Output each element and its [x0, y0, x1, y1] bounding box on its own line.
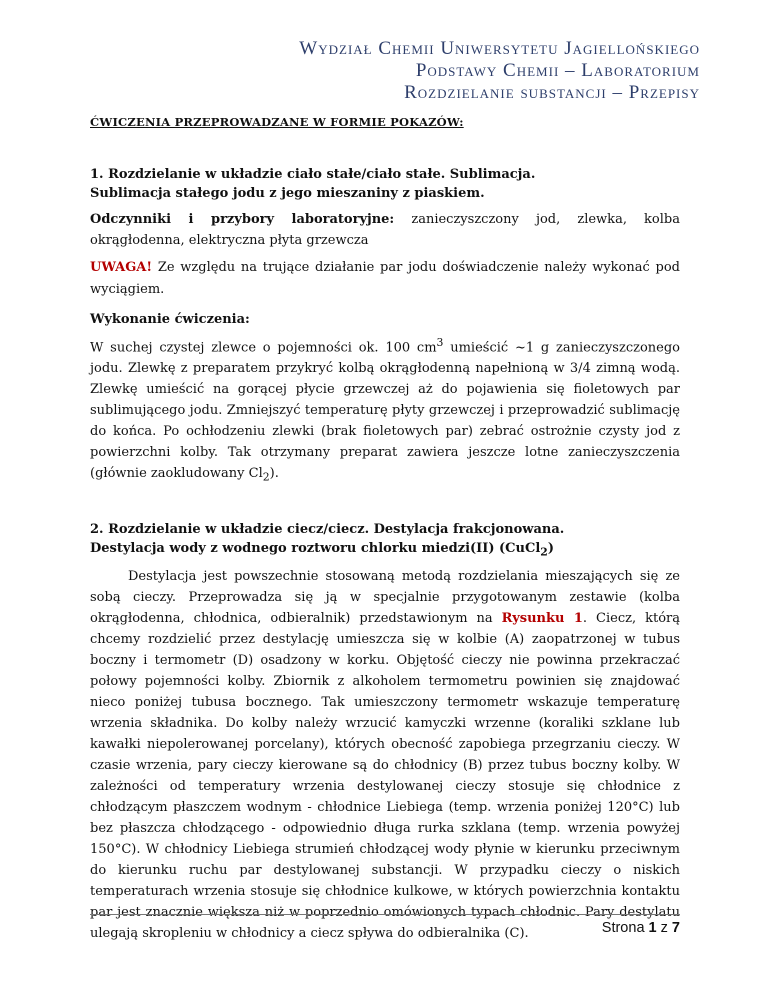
header-faculty: Wydział Chemii Uniwersytetu Jagiellońskiego [299, 38, 700, 59]
header-topic: Rozdzielanie substancji – Przepisy [404, 82, 700, 103]
warning-label: UWAGA! [90, 260, 153, 275]
execution-text-2: umieścić ~1 g zanieczyszczonego jodu. Zlewkę z preparatem przykryć kolbą okrągłodenną napełnioną w 3/4 zimną wodą. Zlewkę umieścić na gorącej płycie grzewczej aż do pojawienia się fioletowych par sublimującego jodu. Zmniejszyć temperaturę płyty grzewczej i przeprowadzić sublimację do końca. Po ochłodzeniu zlewki (brak fioletowych par) zebrać ostrożnie czysty jod z powierzchni kolby. Tak otrzymany preparat zawiera jeszcze lotne zanieczyszczenia (głównie zaokludowany Cl [90, 340, 680, 482]
distillation-paragraph [90, 566, 680, 944]
footer-divider [90, 914, 680, 915]
exercises-title: ĆWICZENIA PRZEPROWADZANE W FORMIE POKAZÓW: [90, 115, 464, 129]
reagents-text: zanieczyszczony jod, zlewka, kolba okrągłodenna, elektryczna płyta grzewcza [90, 212, 680, 248]
execution-paragraph [90, 332, 680, 488]
execution-superscript: 3 [436, 336, 444, 349]
page-header [299, 38, 700, 104]
execution-subscript: 2 [262, 470, 270, 484]
section-2-title-subscript: 2 [540, 545, 548, 559]
execution-label: Wykonanie ćwiczenia: [90, 312, 250, 327]
reagents-paragraph [90, 209, 680, 251]
section-2 [90, 520, 680, 944]
distillation-text-2: . Ciecz, którą chcemy rozdzielić przez destylację umieszcza się w kolbie (A) zaopatrzonej w tubus boczny i termometr (D) osadzony w korku. Objętość cieczy nie powinna przekraczać połowy pojemności kolby. Zbiornik z alkoholem termometru powinien się znajdować nieco poniżej tubusa bocznego. Tak umieszczony termometr wskazuje temperaturę wrzenia składnika. Do kolby należy wrzucić kamyczki wrzenne (koraliki szklane lub kawałki niepolerowanej porcelany), których obecność zapobiega przegrzaniu cieczy. W czasie wrzenia, pary cieczy kierowane są do chłodnicy (B) przez tubus boczny kolby. W zależności od temperatury wrzenia destylowanej cieczy stosuje się chłodnice z chłodzącym płaszczem wodnym - chłodnice Liebiega (temp. wrzenia poniżej 120°C) lub bez płaszcza chłodzącego - odpowiednio długa rurka szklana (temp. wrzenia powyżej 150°C). W chłodnicy Liebiega strumień chłodzącej wody płynie w kierunku przeciwnym do kierunku ruchu par destylowanej substancji. W przypadku cieczy o niskich temperaturach wrzenia stosuje się chłodnice kulkowe, w których powierzchnia kontaktu par jest znacznie większa niż w poprzednio omówionych typach chłodnic. Pary destylatu ulegają skropleniu w chłodnicy a ciecz spływa do odbieralnika (C). [90, 610, 681, 941]
header-course: Podstawy Chemii – Laboratorium [415, 60, 700, 81]
page-footer [602, 920, 680, 936]
section-1-title-line1: 1. Rozdzielanie w układzie ciało stałe/ciało stałe. Sublimacja. [90, 167, 536, 182]
footer-page-number: 1 [648, 920, 657, 936]
section-1-title-line2: Sublimacja stałego jodu z jego mieszaniny z piaskiem. [90, 186, 485, 201]
footer-of: z [656, 920, 672, 936]
section-2-title-line1: 2. Rozdzielanie w układzie ciecz/ciecz. Destylacja frakcjonowana. [90, 521, 565, 537]
section-1-title [90, 165, 680, 203]
document-body [90, 112, 680, 944]
warning-paragraph [90, 257, 680, 301]
section-2-title-line2-a: Destylacja wody z wodnego roztworu chlorku miedzi(II) (CuCl [90, 540, 541, 556]
warning-text: Ze względu na trujące działanie par jodu doświadczenie należy wykonać pod wyciągiem. [90, 260, 680, 297]
execution-text-1: W suchej czystej zlewce o pojemności ok. 100 cm [90, 340, 437, 356]
distillation-text-1: Destylacja jest powszechnie stosowaną metodą rozdzielania mieszających się ze sobą cieczy. Przeprowadza się ją w specjalnie przygotowanym zestawie (kolba okrągłodenna, chłodnica, odbieralnik) przedstawionym na [90, 568, 680, 626]
execution-text-end: ). [269, 466, 279, 482]
footer-prefix: Strona [601, 920, 649, 936]
figure-reference: Rysunku 1 [501, 610, 583, 626]
footer-total-pages: 7 [671, 920, 680, 936]
section-2-title [90, 520, 680, 562]
section-2-title-line2-b: ) [547, 540, 554, 556]
reagents-label: Odczynniki i przybory laboratoryjne: [90, 212, 395, 227]
section-1 [90, 165, 680, 488]
